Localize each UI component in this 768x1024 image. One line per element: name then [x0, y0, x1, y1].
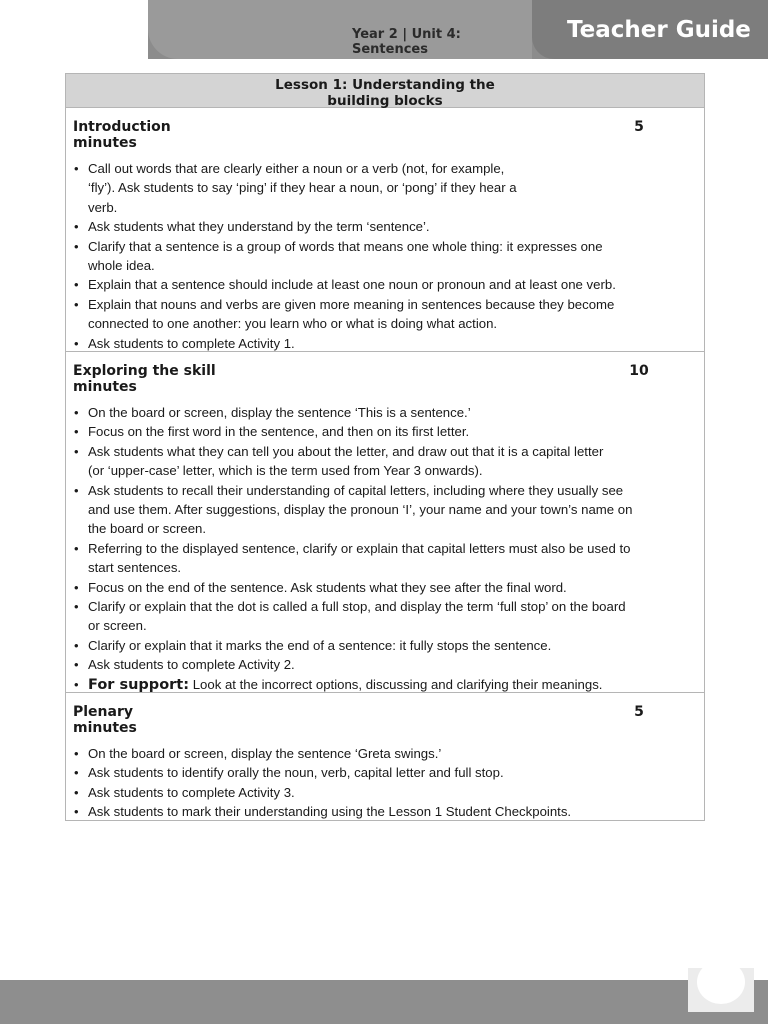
bullet-text: Ask students to mark their understanding using the Lesson 1 Student Checkpoints. [88, 804, 572, 820]
bullet-item [74, 442, 692, 481]
bullet-text: Ask students to complete Activity 3. [88, 784, 295, 800]
bullet-item [74, 334, 692, 353]
unit-heading-line1: Year 2 | Unit 4: [352, 27, 461, 42]
section-minutes-unit: minutes [73, 720, 137, 736]
section-title: Plenary [73, 704, 133, 720]
bullet-text: and use them. After suggestions, display the pronoun ‘I’, your name and your town’s name on [88, 502, 633, 518]
bullet-item [74, 217, 692, 236]
footer-band [0, 980, 768, 1024]
lesson-title [66, 74, 704, 108]
guide-title: Teacher Guide [567, 17, 751, 43]
section-title: Exploring the skill [73, 363, 216, 379]
bullet-text: (or ‘upper-case’ letter, which is the term used from Year 3 onwards). [88, 463, 483, 479]
bullet-item [74, 422, 692, 441]
bullet-text: Clarify or explain that the dot is called a full stop, and display the term ‘full stop’ on the board [88, 599, 626, 615]
bullet-text: On the board or screen, display the sentence ‘Greta swings.’ [88, 746, 442, 761]
bullet-text: verb. [88, 199, 118, 215]
bullet-item [74, 763, 692, 782]
bullet-text: connected to one another: you learn who or what is doing what action. [88, 316, 498, 332]
section-minutes: 10 [629, 363, 649, 379]
bullet-text: or screen. [88, 618, 147, 634]
section-title: Introduction [73, 119, 171, 135]
lesson-title-line2: building blocks [327, 93, 443, 109]
guide-tab [532, 0, 768, 59]
bullet-item [74, 539, 692, 578]
bullet-text: Ask students to complete Activity 2. [88, 657, 295, 673]
bullet-text: start sentences. [88, 560, 182, 576]
section-minutes: 5 [634, 704, 644, 720]
bullet-item [74, 783, 692, 802]
bullet-text: Ask students what they can tell you about the letter, and draw out that it is a capital letter [88, 443, 604, 459]
bullet-text: On the board or screen, display the sentence ‘This is a sentence.’ [88, 405, 471, 420]
section-bullet-list [74, 744, 692, 822]
bullet-text: Clarify or explain that it marks the end of a sentence: it fully stops the sentence. [88, 637, 552, 653]
bullet-text: ‘fly’). Ask students to say ‘ping’ if they hear a noun, or ‘pong’ if they hear a [88, 180, 517, 196]
bullet-item [74, 159, 692, 217]
unit-heading-line2: Sentences [352, 42, 428, 57]
bullet-item [74, 481, 692, 539]
bullet-text: whole idea. [88, 258, 155, 274]
section-bullet-list [74, 403, 692, 695]
unit-heading [352, 27, 522, 57]
support-label: For support: [88, 676, 190, 693]
bullet-item [74, 578, 692, 597]
support-text: Look at the incorrect options, discussing and clarifying their meanings. [189, 676, 603, 692]
bullet-text: Referring to the displayed sentence, clarify or explain that capital letters must also be used to [88, 540, 631, 556]
bullet-text: Focus on the end of the sentence. Ask students what they see after the final word. [88, 579, 567, 595]
section-introduction [66, 108, 704, 352]
bullet-item [74, 744, 692, 763]
section-plenary [66, 693, 704, 820]
lesson-title-line1: Lesson 1: Understanding the [275, 77, 495, 93]
bullet-text: Ask students to identify orally the noun, verb, capital letter and full stop. [88, 765, 504, 781]
section-minutes-unit: minutes [73, 379, 137, 395]
section-bullet-list [74, 159, 692, 353]
bullet-text: Explain that a sentence should include at least one noun or pronoun and at least one verb. [88, 277, 616, 293]
bullet-text: Call out words that are clearly either a noun or a verb (not, for example, [88, 161, 505, 176]
section-minutes-unit: minutes [73, 135, 137, 151]
bullet-item [74, 597, 692, 636]
page-number-circle [697, 960, 745, 1004]
bullet-text: Ask students to recall their understanding of capital letters, including where they usually see [88, 482, 624, 498]
bullet-text: Clarify that a sentence is a group of words that means one whole thing: it expresses one [88, 238, 603, 254]
bullet-text: Explain that nouns and verbs are given more meaning in sentences because they become [88, 296, 615, 312]
bullet-item [74, 655, 692, 674]
bullet-text: Focus on the first word in the sentence, and then on its first letter. [88, 424, 470, 440]
bullet-item [74, 802, 692, 821]
bullet-item [74, 403, 692, 422]
bullet-item [74, 636, 692, 655]
bullet-item [74, 275, 692, 294]
bullet-text: the board or screen. [88, 521, 207, 537]
lesson-table [65, 73, 705, 821]
bullet-item [74, 295, 692, 334]
section-minutes: 5 [634, 119, 644, 135]
bullet-item [74, 237, 692, 276]
section-exploring-the-skill [66, 352, 704, 693]
bullet-text: Ask students what they understand by the term ‘sentence’. [88, 219, 430, 235]
bullet-text: Ask students to complete Activity 1. [88, 335, 295, 351]
